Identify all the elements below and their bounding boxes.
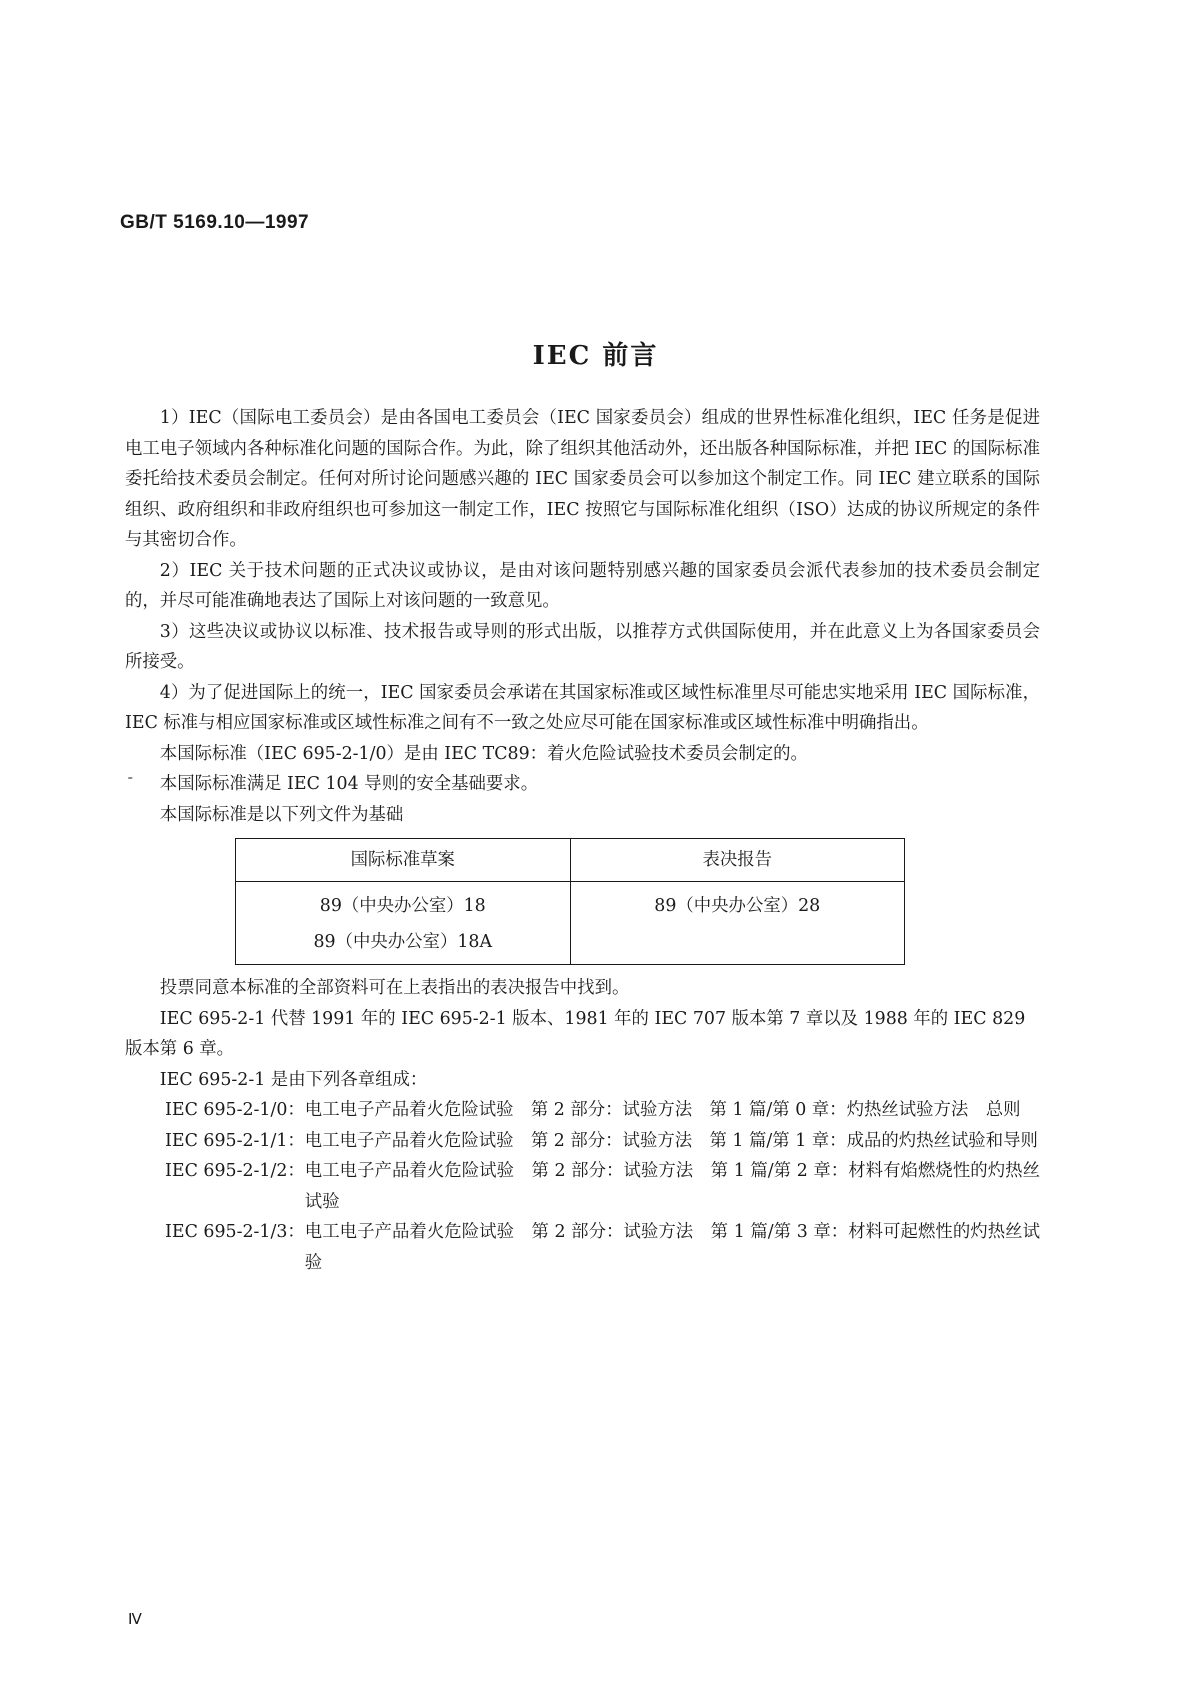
list-item — [125, 1156, 1040, 1217]
paragraph-10: IEC 695-2-1 是由下列各章组成： — [159, 1069, 428, 1090]
paragraph-3: 3）这些决议或协议以标准、技术报告或导则的形式出版，以推荐方式供国际使用，并在此意义上为各国家委员会所接受。 — [125, 621, 1040, 672]
part-desc: 电工电子产品着火危险试验 第 2 部分：试验方法 第 1 篇/第 0 章：灼热丝试验方法 总则 — [304, 1100, 1021, 1120]
standard-number: GB/T 5169.10—1997 — [120, 212, 310, 233]
paragraph-9: IEC 695-2-1 代替 1991 年的 IEC 695-2-1 版本、1981 年的 IEC 707 版本第 7 章以及 1988 年的 IEC 829 版本第 6 章。 — [125, 1008, 1026, 1059]
paragraph-4: 4）为了促进国际上的统一，IEC 国家委员会承诺在其国家标准或区域性标准里尽可能忠实地采用 IEC 国际标准，IEC 标准与相应国家标准或区域性标准之间有不一致之处应尽可能在国家标准或区域性标准中明确指出。 — [125, 682, 1040, 733]
table-cell-reports — [570, 882, 905, 965]
table-header-drafts: 国际标准草案 — [236, 839, 571, 882]
list-item — [125, 1126, 1040, 1157]
table-cell-drafts — [236, 882, 571, 965]
paragraph-1: 1）IEC（国际电工委员会）是由各国电工委员会（IEC 国家委员会）组成的世界性标准化组织，IEC 任务是促进电工电子领域内各种标准化问题的国际合作。为此，除了组织其他活动外，还出版各种国际标准，并把 IEC 的国际标准委托给技术委员会制定。任何对所讨论问题感兴趣的 IEC 国家委员会可以参加这个制定工作。同 IEC 建立联系的国际组织、政府组织和非政府组织也可参加这一制定工作，IEC 按照它与国际标准化组织（ISO）达成的协议所规定的条件与其密切合作。 — [125, 408, 1040, 550]
document-body — [125, 403, 1040, 1278]
part-desc: 电工电子产品着火危险试验 第 2 部分：试验方法 第 1 篇/第 1 章：成品的灼热丝试验和导则 — [304, 1130, 1038, 1151]
basis-documents-table — [235, 838, 905, 965]
paragraph-6 — [125, 769, 1040, 800]
part-id: IEC 695-2-1/2： — [165, 1161, 305, 1181]
table-row — [236, 882, 905, 965]
part-id: IEC 695-2-1/0： — [165, 1100, 305, 1120]
table-header-reports: 表决报告 — [570, 839, 905, 882]
list-item — [125, 1095, 1040, 1126]
parts-list — [125, 1095, 1040, 1278]
table-header-row — [236, 839, 905, 882]
paragraph-7: 本国际标准是以下列文件为基础 — [159, 804, 404, 825]
paragraph-5: 本国际标准（IEC 695-2-1/0）是由 IEC TC89：着火危险试验技术委员会制定的。 — [159, 743, 808, 764]
page-title: IEC 前言 — [532, 341, 659, 371]
page-number: Ⅳ — [128, 1611, 142, 1628]
list-item — [125, 1217, 1040, 1278]
margin-mark: ˉ — [126, 776, 134, 792]
part-id: IEC 695-2-1/3： — [165, 1222, 305, 1242]
draft-entry: 89（中央办公室）18 — [319, 896, 486, 916]
paragraph-6-text: 本国际标准满足 IEC 104 导则的安全基础要求。 — [159, 774, 539, 794]
draft-entry: 89（中央办公室）18A — [313, 932, 493, 952]
part-desc: 电工电子产品着火危险试验 第 2 部分：试验方法 第 1 篇/第 2 章：材料有焰燃烧性的灼热丝试验 — [304, 1161, 1040, 1212]
paragraph-2: 2）IEC 关于技术问题的正式决议或协议，是由对该问题特别感兴趣的国家委员会派代表参加的技术委员会制定的，并尽可能准确地表达了国际上对该问题的一致意见。 — [125, 560, 1040, 611]
report-entry: 89（中央办公室）28 — [654, 896, 821, 916]
paragraph-8: 投票同意本标准的全部资料可在上表指出的表决报告中找到。 — [159, 978, 630, 998]
part-id: IEC 695-2-1/1： — [165, 1130, 305, 1151]
part-desc: 电工电子产品着火危险试验 第 2 部分：试验方法 第 1 篇/第 3 章：材料可起燃性的灼热丝试验 — [304, 1222, 1040, 1273]
